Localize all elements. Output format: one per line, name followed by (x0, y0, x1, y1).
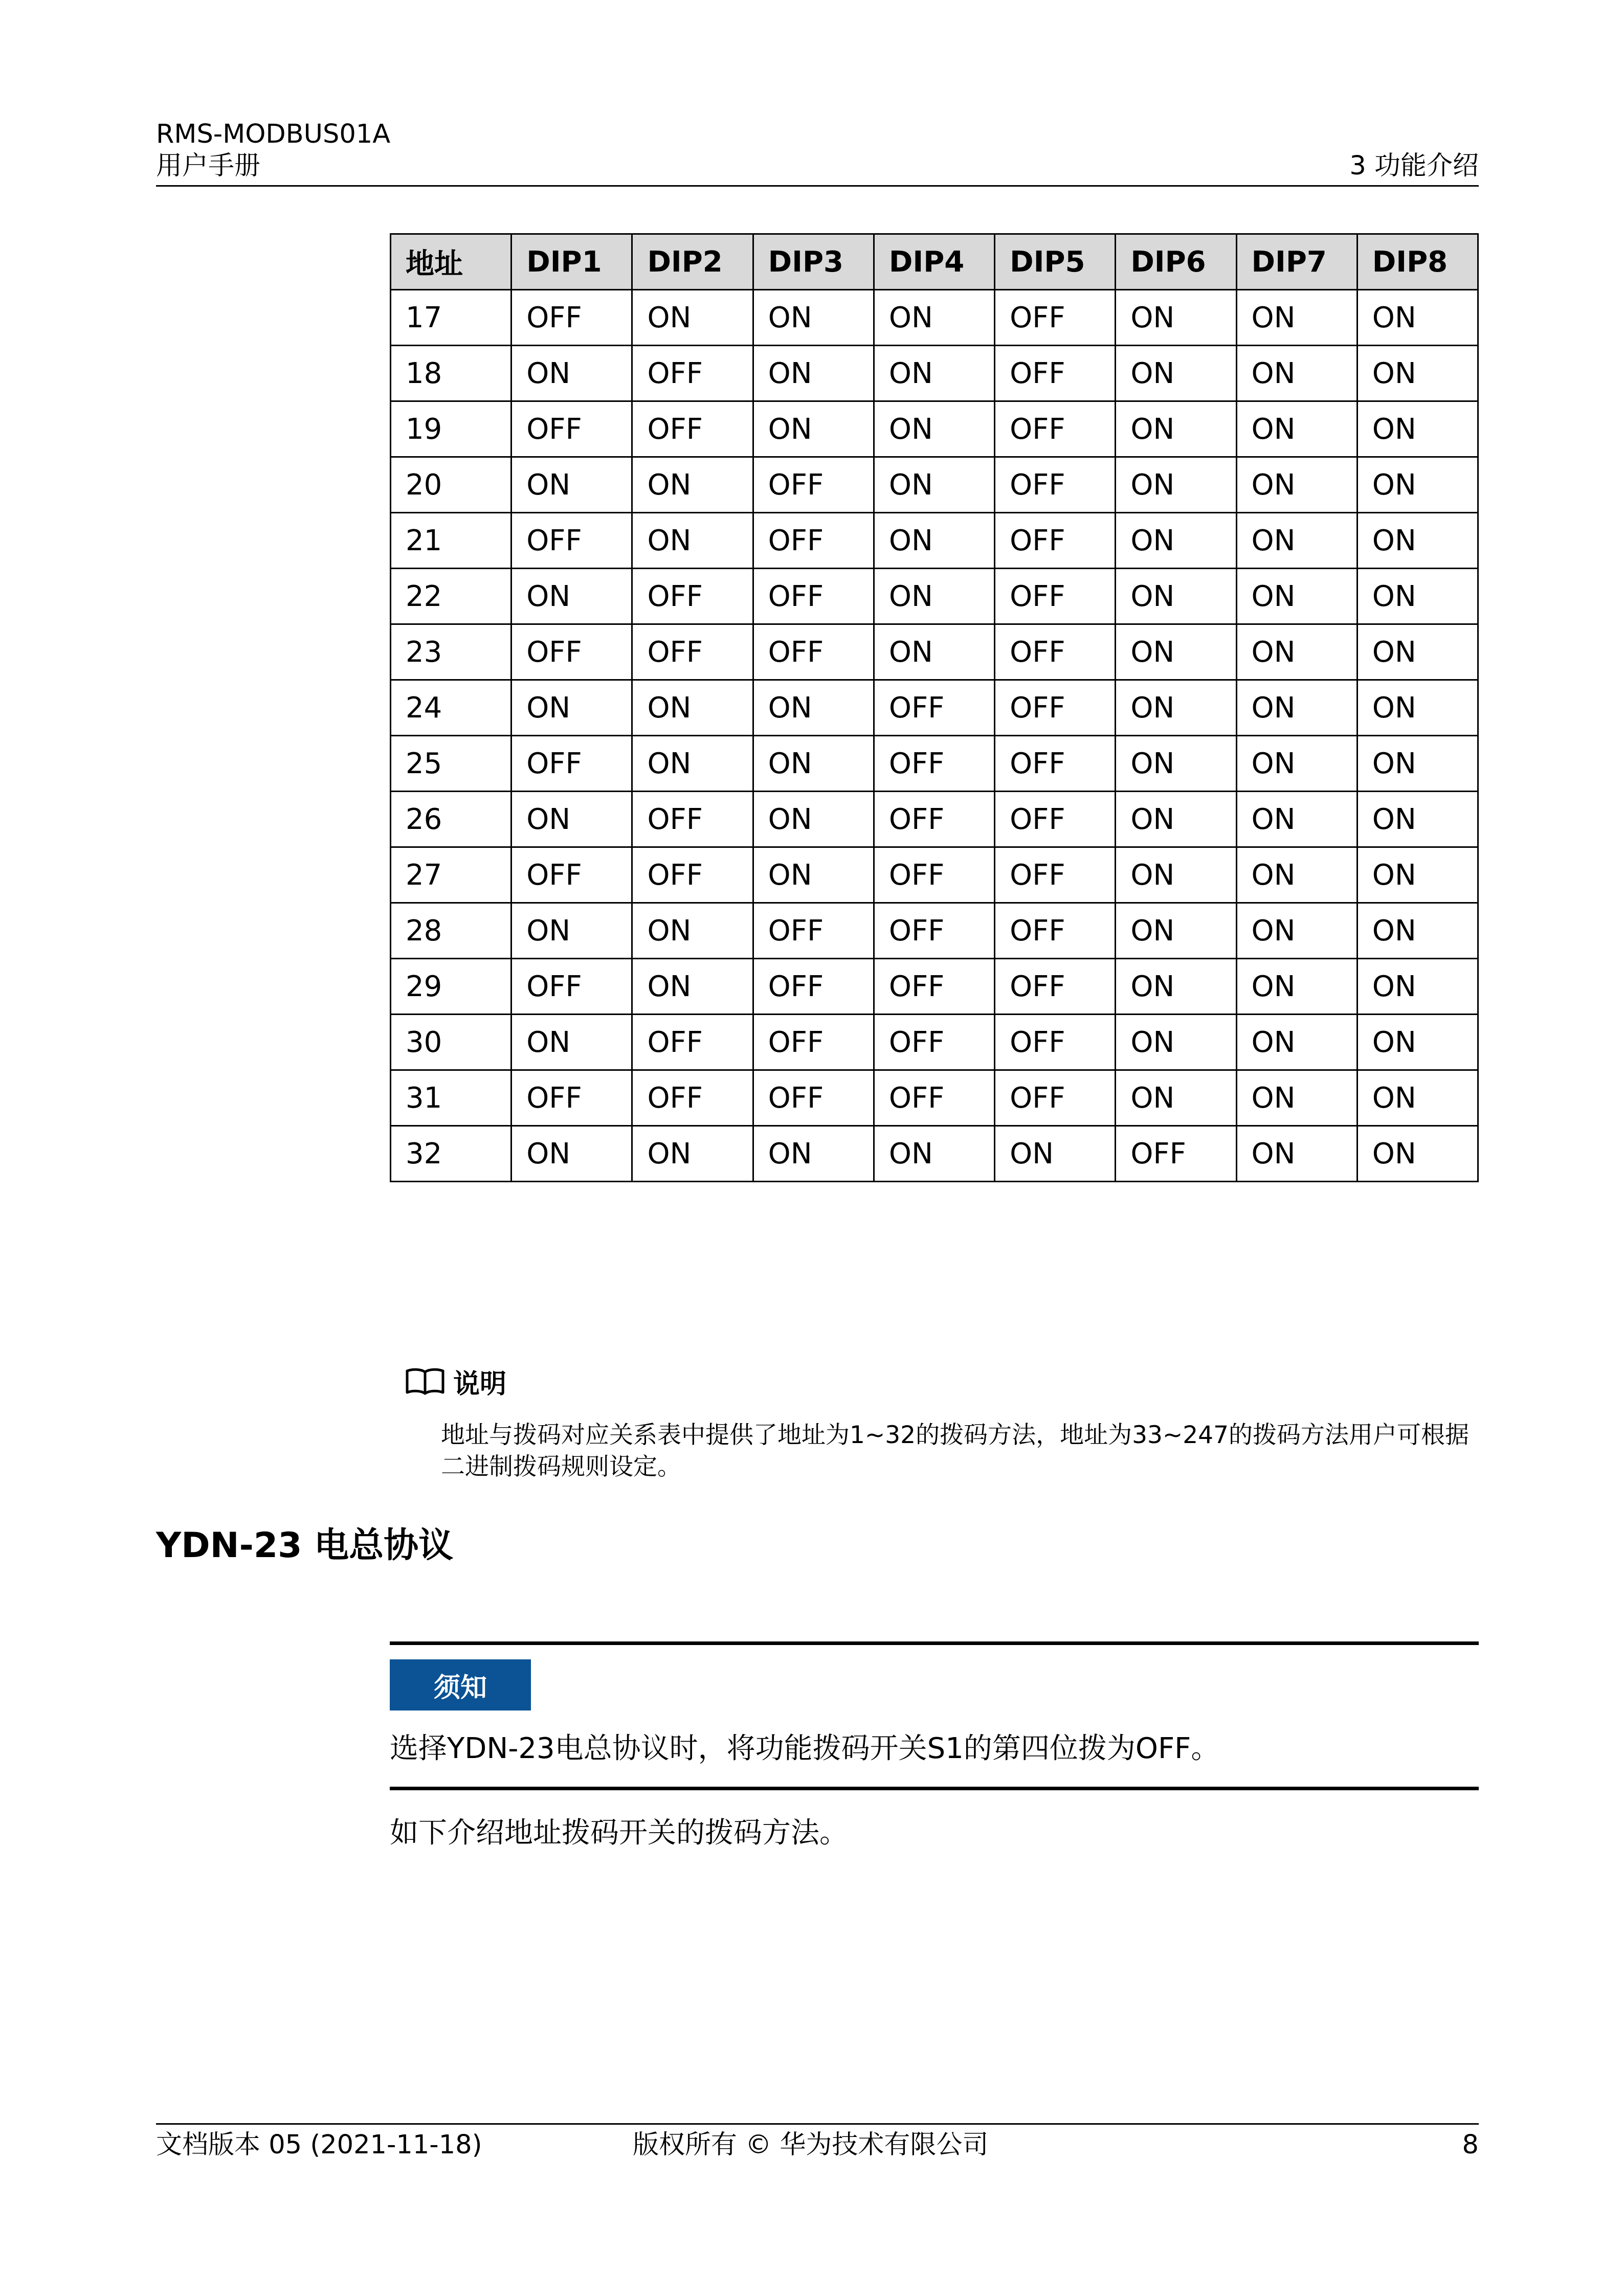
notice-bottom-rule (390, 1787, 1479, 1790)
dip-state-cell: ON (874, 346, 994, 401)
column-header: DIP1 (511, 234, 632, 290)
table-row (391, 792, 1478, 847)
dip-state-cell: OFF (511, 401, 632, 457)
header-manual-title: 用户手册 (156, 151, 261, 181)
section-heading: YDN-23 电总协议 (156, 1525, 454, 1566)
column-header: 地址 (391, 234, 511, 290)
dip-state-cell: OFF (753, 1015, 874, 1070)
dip-state-cell: OFF (874, 736, 994, 792)
table-row (391, 346, 1478, 401)
dip-state-cell: ON (1236, 680, 1357, 736)
table-row (391, 1015, 1478, 1070)
dip-state-cell: OFF (995, 624, 1116, 680)
dip-state-cell: ON (1357, 1126, 1478, 1182)
dip-state-cell: OFF (995, 513, 1116, 569)
dip-state-cell: ON (1236, 792, 1357, 847)
table-row (391, 457, 1478, 513)
dip-state-cell: ON (874, 624, 994, 680)
note-title: 说明 (453, 1368, 507, 1400)
dip-state-cell: ON (753, 1126, 874, 1182)
address-cell: 22 (391, 569, 511, 624)
dip-state-cell: ON (511, 457, 632, 513)
dip-state-cell: ON (632, 513, 753, 569)
address-cell: 19 (391, 401, 511, 457)
dip-state-cell: OFF (511, 624, 632, 680)
dip-state-cell: ON (753, 847, 874, 903)
address-cell: 29 (391, 959, 511, 1015)
dip-state-cell: ON (1236, 736, 1357, 792)
dip-state-cell: ON (874, 401, 994, 457)
dip-state-cell: ON (1236, 569, 1357, 624)
address-cell: 30 (391, 1015, 511, 1070)
dip-state-cell: ON (1116, 569, 1236, 624)
dip-state-cell: ON (1357, 401, 1478, 457)
dip-state-cell: OFF (632, 569, 753, 624)
dip-state-cell: ON (995, 1126, 1116, 1182)
dip-state-cell: ON (1357, 569, 1478, 624)
dip-state-cell: OFF (995, 792, 1116, 847)
dip-state-cell: ON (1236, 401, 1357, 457)
dip-state-cell: ON (1116, 1015, 1236, 1070)
dip-state-cell: OFF (753, 457, 874, 513)
dip-state-cell: ON (511, 680, 632, 736)
table-row (391, 569, 1478, 624)
dip-state-cell: OFF (753, 959, 874, 1015)
table-row (391, 959, 1478, 1015)
address-cell: 24 (391, 680, 511, 736)
dip-state-cell: OFF (995, 903, 1116, 959)
dip-state-cell: ON (632, 680, 753, 736)
dip-state-cell: ON (1357, 1070, 1478, 1126)
dip-state-cell: ON (1116, 1070, 1236, 1126)
dip-state-cell: ON (511, 569, 632, 624)
dip-state-cell: ON (1357, 290, 1478, 346)
dip-state-cell: OFF (632, 624, 753, 680)
dip-state-cell: OFF (995, 736, 1116, 792)
dip-state-cell: OFF (753, 569, 874, 624)
dip-state-cell: ON (1116, 792, 1236, 847)
dip-state-cell: OFF (511, 736, 632, 792)
dip-state-cell: ON (874, 513, 994, 569)
dip-state-cell: ON (1236, 346, 1357, 401)
dip-state-cell: OFF (874, 847, 994, 903)
notice-badge: 须知 (390, 1659, 531, 1710)
dip-state-cell: OFF (753, 1070, 874, 1126)
dip-state-cell: ON (632, 290, 753, 346)
dip-state-cell: ON (1116, 457, 1236, 513)
table-row (391, 680, 1478, 736)
dip-state-cell: ON (1236, 513, 1357, 569)
header-divider (156, 185, 1479, 187)
dip-state-cell: ON (1236, 457, 1357, 513)
dip-state-cell: ON (874, 290, 994, 346)
dip-state-cell: ON (753, 736, 874, 792)
header-doc-code: RMS-MODBUS01A (156, 119, 391, 149)
note-text (441, 1420, 1484, 1483)
dip-state-cell: ON (511, 1015, 632, 1070)
dip-state-cell: ON (753, 290, 874, 346)
dip-state-cell: ON (1116, 513, 1236, 569)
dip-state-cell: ON (753, 346, 874, 401)
dip-state-cell: ON (1236, 1070, 1357, 1126)
address-cell: 31 (391, 1070, 511, 1126)
book-icon (405, 1367, 445, 1395)
dip-state-cell: OFF (874, 959, 994, 1015)
dip-state-cell: OFF (632, 401, 753, 457)
dip-state-cell: ON (1236, 1015, 1357, 1070)
dip-state-cell: OFF (874, 903, 994, 959)
column-header: DIP2 (632, 234, 753, 290)
column-header: DIP3 (753, 234, 874, 290)
notice-top-rule (390, 1641, 1479, 1645)
dip-state-cell: ON (1357, 847, 1478, 903)
column-header: DIP5 (995, 234, 1116, 290)
dip-state-cell: OFF (511, 847, 632, 903)
dip-state-cell: OFF (995, 959, 1116, 1015)
header-chapter: 3 功能介绍 (1349, 151, 1479, 181)
column-header: DIP7 (1236, 234, 1357, 290)
dip-state-cell: OFF (874, 1070, 994, 1126)
address-cell: 17 (391, 290, 511, 346)
dip-state-cell: ON (1116, 680, 1236, 736)
dip-state-cell: ON (1357, 1015, 1478, 1070)
dip-state-cell: ON (1357, 959, 1478, 1015)
table-row (391, 1126, 1478, 1182)
address-cell: 28 (391, 903, 511, 959)
table-row (391, 401, 1478, 457)
dip-state-cell: ON (1357, 680, 1478, 736)
dip-state-cell: ON (874, 457, 994, 513)
address-cell: 25 (391, 736, 511, 792)
dip-state-cell: OFF (511, 513, 632, 569)
note-line: 二进制拨码规则设定。 (441, 1453, 681, 1481)
dip-state-cell: OFF (995, 346, 1116, 401)
dip-state-cell: OFF (632, 346, 753, 401)
dip-state-cell: OFF (632, 1015, 753, 1070)
dip-state-cell: ON (632, 959, 753, 1015)
dip-state-cell: ON (874, 1126, 994, 1182)
dip-state-cell: ON (1357, 346, 1478, 401)
dip-state-cell: ON (632, 736, 753, 792)
dip-state-cell: ON (1357, 457, 1478, 513)
address-cell: 32 (391, 1126, 511, 1182)
table-row (391, 290, 1478, 346)
table-row (391, 903, 1478, 959)
address-cell: 27 (391, 847, 511, 903)
dip-state-cell: OFF (632, 792, 753, 847)
dip-state-cell: OFF (995, 1070, 1116, 1126)
dip-state-cell: ON (511, 792, 632, 847)
dip-state-cell: ON (1357, 513, 1478, 569)
dip-state-cell: OFF (511, 1070, 632, 1126)
dip-state-cell: ON (1236, 290, 1357, 346)
dip-state-cell: OFF (874, 680, 994, 736)
dip-state-cell: OFF (874, 792, 994, 847)
dip-state-cell: ON (874, 569, 994, 624)
dip-state-cell: ON (1236, 959, 1357, 1015)
dip-state-cell: OFF (995, 290, 1116, 346)
note-line: 地址与拨码对应关系表中提供了地址为1~32的拨码方法，地址为33~247的拨码方法用户可根据 (441, 1421, 1469, 1449)
dip-state-cell: ON (632, 1126, 753, 1182)
dip-state-cell: OFF (753, 903, 874, 959)
table-row (391, 1070, 1478, 1126)
footer-page-number: 8 (1462, 2130, 1479, 2160)
dip-state-cell: ON (1357, 624, 1478, 680)
column-header: DIP4 (874, 234, 994, 290)
dip-state-cell: ON (632, 457, 753, 513)
dip-state-cell: ON (1236, 847, 1357, 903)
dip-state-cell: ON (632, 903, 753, 959)
address-cell: 20 (391, 457, 511, 513)
address-cell: 18 (391, 346, 511, 401)
dip-state-cell: ON (1236, 1126, 1357, 1182)
dip-state-cell: ON (511, 1126, 632, 1182)
dip-state-cell: ON (1357, 736, 1478, 792)
address-cell: 21 (391, 513, 511, 569)
dip-state-cell: ON (511, 346, 632, 401)
dip-state-cell: ON (1116, 624, 1236, 680)
dip-state-cell: OFF (632, 847, 753, 903)
dip-state-cell: ON (1116, 346, 1236, 401)
dip-state-cell: ON (1236, 903, 1357, 959)
notice-text: 选择YDN-23电总协议时，将功能拨码开关S1的第四位拨为OFF。 (390, 1732, 1220, 1765)
dip-state-cell: ON (1236, 624, 1357, 680)
dip-state-cell: OFF (632, 1070, 753, 1126)
dip-state-cell: ON (1116, 959, 1236, 1015)
dip-state-cell: OFF (995, 680, 1116, 736)
table-row (391, 847, 1478, 903)
footer-copyright: 版权所有 © 华为技术有限公司 (633, 2130, 989, 2160)
dip-state-cell: ON (1357, 903, 1478, 959)
dip-address-table (390, 233, 1479, 1182)
dip-state-cell: OFF (511, 290, 632, 346)
address-cell: 23 (391, 624, 511, 680)
dip-state-cell: OFF (995, 457, 1116, 513)
table-header-row (391, 234, 1478, 290)
dip-state-cell: OFF (1116, 1126, 1236, 1182)
dip-state-cell: OFF (874, 1015, 994, 1070)
dip-state-cell: ON (753, 401, 874, 457)
address-cell: 26 (391, 792, 511, 847)
table-body (391, 290, 1478, 1182)
dip-state-cell: ON (1357, 792, 1478, 847)
footer-version: 文档版本 05 (2021-11-18) (156, 2130, 482, 2160)
dip-state-cell: ON (1116, 847, 1236, 903)
table-row (391, 736, 1478, 792)
dip-state-cell: OFF (995, 401, 1116, 457)
column-header: DIP6 (1116, 234, 1236, 290)
dip-state-cell: ON (511, 903, 632, 959)
dip-state-cell: ON (1116, 736, 1236, 792)
dip-state-cell: OFF (995, 847, 1116, 903)
dip-state-cell: ON (753, 680, 874, 736)
table-row (391, 513, 1478, 569)
column-header: DIP8 (1357, 234, 1478, 290)
dip-state-cell: OFF (995, 569, 1116, 624)
footer-divider (156, 2123, 1479, 2125)
table-row (391, 624, 1478, 680)
dip-state-cell: ON (1116, 903, 1236, 959)
dip-state-cell: OFF (511, 959, 632, 1015)
dip-state-cell: ON (1116, 290, 1236, 346)
note-header (405, 1363, 506, 1399)
dip-state-cell: ON (753, 792, 874, 847)
dip-state-cell: ON (1116, 401, 1236, 457)
dip-state-cell: OFF (753, 624, 874, 680)
body-paragraph: 如下介绍地址拨码开关的拨码方法。 (390, 1816, 848, 1850)
dip-state-cell: OFF (753, 513, 874, 569)
dip-state-cell: OFF (995, 1015, 1116, 1070)
